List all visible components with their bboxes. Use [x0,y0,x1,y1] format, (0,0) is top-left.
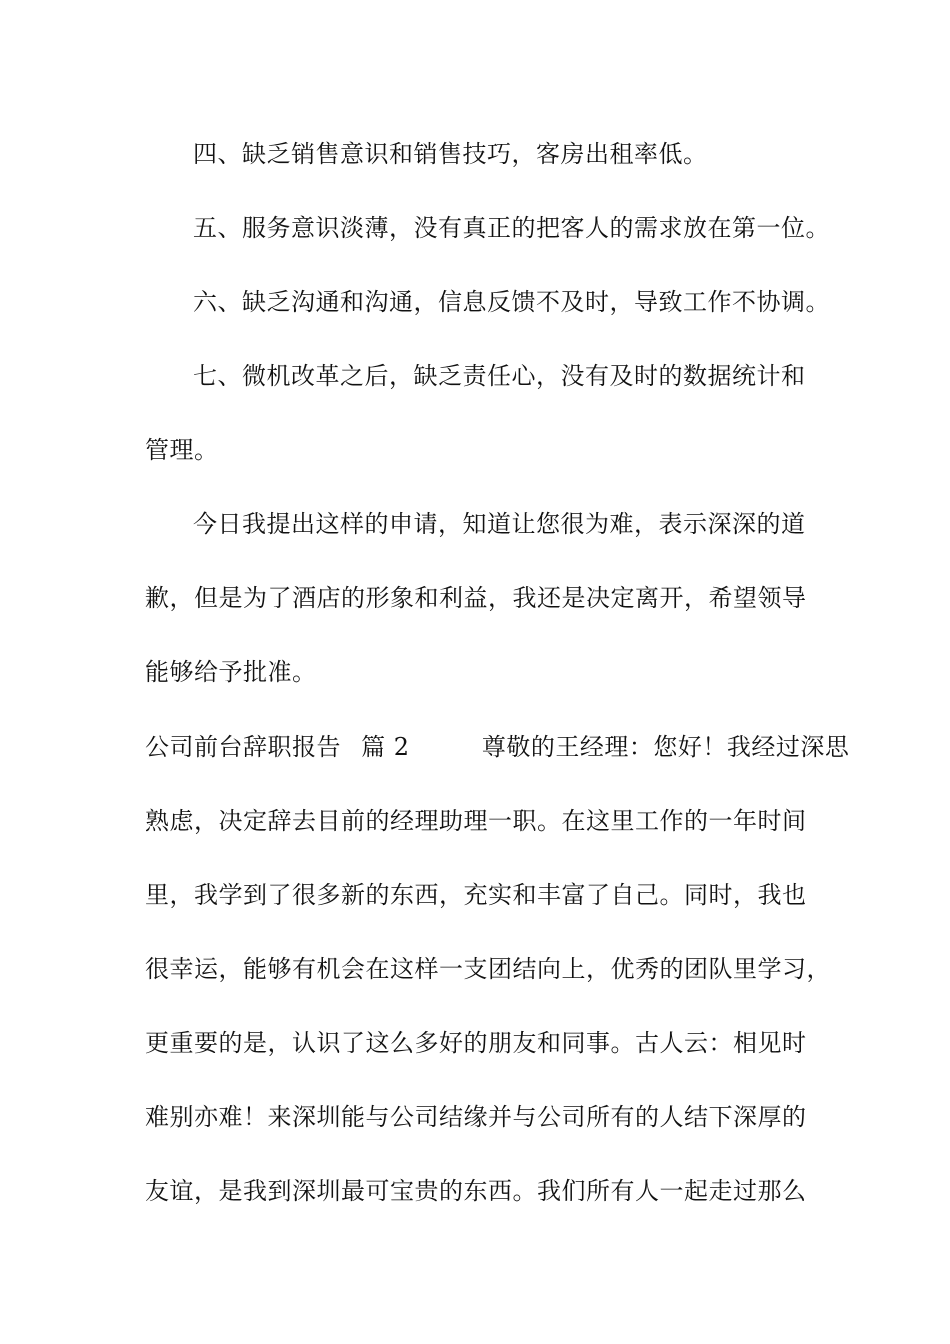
paragraph-line: 今日我提出这样的申请，知道让您很为难，表示深深的道 [193,510,806,538]
letter-opening: 尊敬的王经理：您好！我经过深思 [481,733,850,761]
paragraph-line: 七、微机改革之后，缺乏责任心，没有及时的数据统计和 [193,362,806,390]
paragraph-line: 管理。 [145,436,219,464]
paragraph-line: 熟虑，决定辞去目前的经理助理一职。在这里工作的一年时间 [145,807,807,835]
chapter-label: 篇 2 [361,733,410,761]
section-heading-line [145,732,850,762]
paragraph-line: 五、服务意识淡薄，没有真正的把客人的需求放在第一位。 [193,214,830,242]
paragraph-line: 里，我学到了很多新的东西，充实和丰富了自己。同时，我也 [145,881,807,909]
paragraph-line: 更重要的是，认识了这么多好的朋友和同事。古人云：相见时 [145,1029,807,1057]
paragraph-line: 很幸运，能够有机会在这样一支团结向上，优秀的团队里学习， [145,955,831,983]
paragraph-line: 歉，但是为了酒店的形象和利益，我还是决定离开，希望领导 [145,584,807,612]
paragraph-line: 能够给予批准。 [145,658,317,686]
paragraph-line: 六、缺乏沟通和沟通，信息反馈不及时，导致工作不协调。 [193,288,830,316]
paragraph-line: 友谊，是我到深圳最可宝贵的东西。我们所有人一起走过那么 [145,1177,807,1205]
report-title: 公司前台辞职报告 [145,733,341,761]
paragraph-line: 四、缺乏销售意识和销售技巧，客房出租率低。 [193,140,708,168]
paragraph-line: 难别亦难！来深圳能与公司结缘并与公司所有的人结下深厚的 [145,1103,807,1131]
